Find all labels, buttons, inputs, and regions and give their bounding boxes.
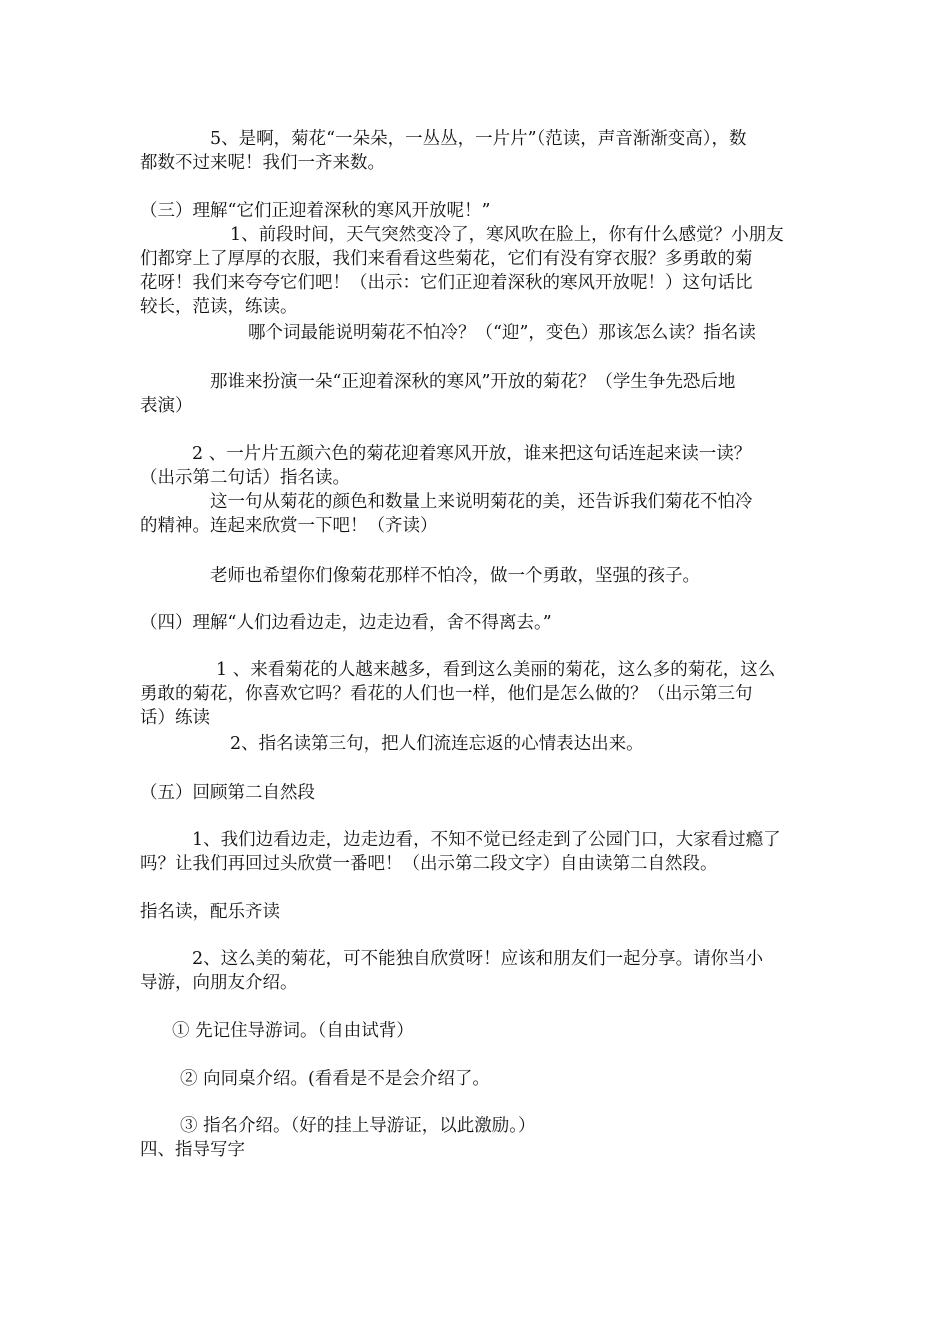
text-line: （四）理解“人们边看边走，边走边看，舍不得离去。” [140, 613, 552, 633]
text-line: （五）回顾第二自然段 [140, 783, 315, 803]
text-line: ③ 指名介绍。（好的挂上导游证，以此激励。） [180, 1116, 536, 1136]
paragraph-4-1 [140, 658, 808, 730]
text-line: 指名读，配乐齐读 [140, 902, 280, 922]
paragraph-named-reading [140, 900, 808, 924]
paragraph-role-play [140, 370, 808, 418]
text-line: 那谁来扮演一朵“正迎着深秋的寒风”开放的菊花？（学生争先恐后地 [210, 372, 736, 392]
paragraph-teacher-hope [140, 564, 808, 588]
text-line: 哪个词最能说明菊花不怕冷？（“迎”，变色）那该怎么读？指名读 [248, 323, 756, 343]
text-line: 2、这么美的菊花，可不能独自欣赏呀！应该和朋友们一起分享。请你当小 [192, 949, 764, 969]
text-line: 老师也希望你们像菊花那样不怕冷，做一个勇敢，坚强的孩子。 [210, 566, 700, 586]
paragraph-3-1 [140, 223, 808, 319]
paragraph-3-2 [140, 442, 808, 490]
text-line: ② 向同桌介绍。(看看是不是会介绍了。 [180, 1069, 490, 1089]
text-line: 的精神。连起来欣赏一下吧！（齐读） [140, 516, 438, 536]
text-line: 2 、一片片五颜六色的菊花迎着寒风开放，谁来把这句话连起来读一读？ [192, 444, 752, 464]
paragraph-5-count [140, 127, 808, 175]
text-line: （出示第二句话）指名读。 [140, 468, 350, 488]
list-item-step-1 [140, 1019, 808, 1043]
paragraph-5-1 [140, 828, 808, 876]
text-line: 5、是啊，菊花“一朵朵，一丛丛，一片片”（范读，声音渐渐变高），数 [210, 129, 747, 149]
text-line: 勇敢的菊花，你喜欢它吗？看花的人们也一样，他们是怎么做的？（出示第三句 [140, 684, 753, 704]
paragraph-4-2 [140, 732, 808, 756]
text-line: 话）练读 [140, 708, 210, 728]
text-line: 2、指名读第三句，把人们流连忘返的心情表达出来。 [230, 734, 644, 754]
text-line: 较长，范读，练读。 [140, 297, 298, 317]
text-line: 吗？让我们再回过头欣赏一番吧！（出示第二段文字）自由读第二自然段。 [140, 854, 718, 874]
paragraph-5-2 [140, 947, 808, 995]
text-line: 表演） [140, 396, 193, 416]
text-line: 花呀！我们来夸夸它们吧！（出示：它们正迎着深秋的寒风开放呢！）这句话比 [140, 273, 753, 293]
text-line: 导游，向朋友介绍。 [140, 973, 298, 993]
section-heading-5 [140, 781, 808, 805]
list-item-step-2 [140, 1067, 808, 1091]
text-line: 这一句从菊花的颜色和数量上来说明菊花的美，还告诉我们菊花不怕冷 [210, 492, 753, 512]
paragraph-which-word [140, 321, 808, 345]
text-line: 1、我们边看边走，边走边看，不知不觉已经走到了公园门口，大家看过瘾了 [192, 830, 781, 850]
section-heading-4 [140, 611, 808, 635]
text-line: （三）理解“它们正迎着深秋的寒风开放呢！” [140, 201, 491, 221]
text-line: 四、指导写字 [140, 1140, 245, 1160]
section-heading-3 [140, 199, 808, 223]
section-heading-four [140, 1138, 808, 1162]
text-line: 都数不过来呢！我们一齐来数。 [140, 153, 385, 173]
text-line: ① 先记住导游词。（自由试背） [172, 1021, 414, 1041]
list-item-step-3 [140, 1114, 808, 1138]
text-line: 们都穿上了厚厚的衣服，我们来看看这些菊花，它们有没有穿衣服？多勇敢的菊 [140, 249, 753, 269]
text-line: 1 、来看菊花的人越来越多，看到这么美丽的菊花，这么多的菊花，这么 [216, 660, 776, 680]
text-line: 1、前段时间，天气突然变冷了，寒风吹在脸上，你有什么感觉？小朋友 [230, 225, 784, 245]
paragraph-color-number [140, 490, 808, 538]
